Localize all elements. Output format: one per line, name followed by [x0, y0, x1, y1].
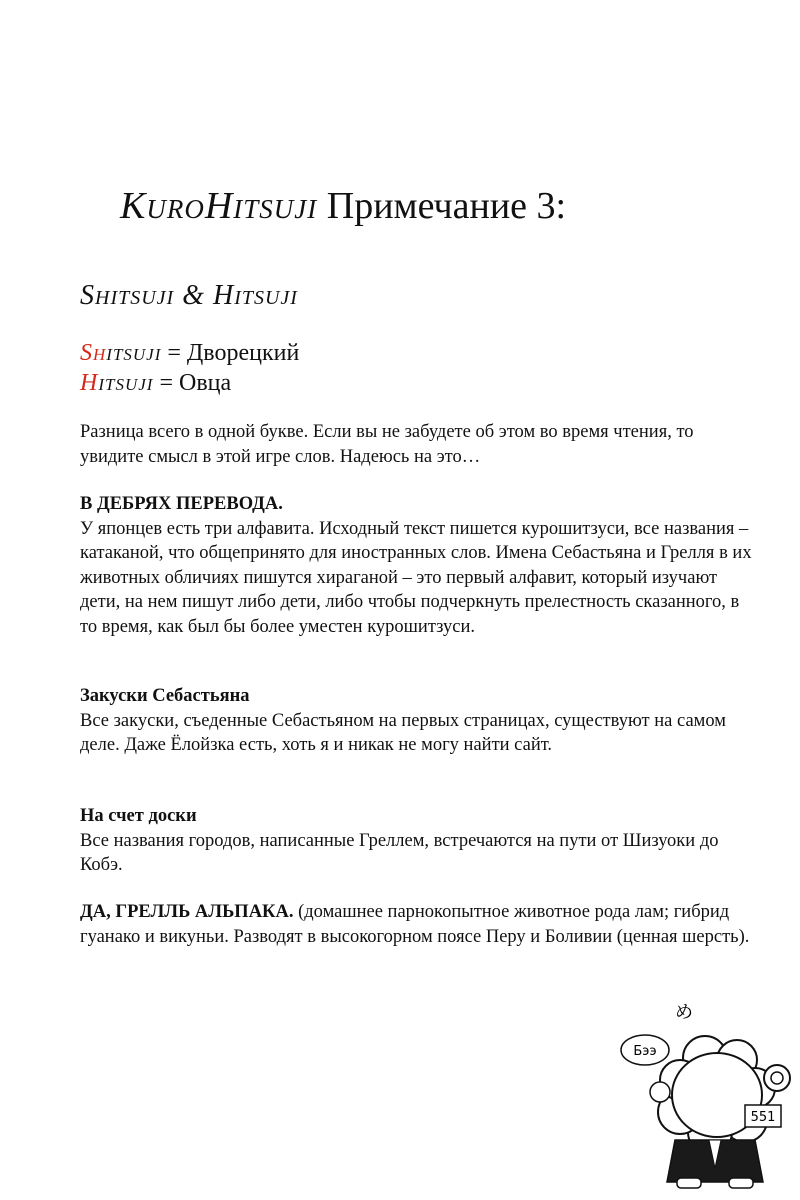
definition-hitsuji [80, 368, 299, 398]
section-alpaca-text [80, 900, 760, 949]
section-heading: Закуски Себастьяна [80, 686, 250, 706]
definition-highlight: Sh [80, 340, 107, 366]
subtitle [80, 280, 298, 312]
section-snacks [80, 684, 760, 758]
intro-text: Разница всего в одной букве. Если вы не забудете об этом во время чтения, то увидите смысл в этой игре слов. Надеюсь на это… [80, 422, 694, 467]
definition-shitsuji [80, 338, 299, 368]
section-heading: На счет доски [80, 806, 197, 826]
sign-number: 551 [750, 1110, 776, 1125]
horn-icon [764, 1065, 790, 1091]
mascot-mark: め [675, 1002, 693, 1023]
title-brand: KuroHitsuji [120, 185, 318, 227]
definition-highlight: H [80, 370, 99, 396]
section-translation [80, 492, 760, 639]
sheep-wool [658, 1036, 775, 1154]
page-title [120, 184, 566, 228]
section-body: Все названия городов, написанные Греллем, встречаются на пути от Шизуоки до Кобэ. [80, 830, 719, 875]
mascot-speech: Бээ [633, 1044, 657, 1059]
section-body: У японцев есть три алфавита. Исходный текст пишется курошитзуси, все названия – катаканой, что общепринято для иностранных слов. Имена Себастьяна и Грелля в их животных обличиях пишутся хираганой – это первый алфавит, который изучают дети, на нем пишут либо дети, либо чтобы подчеркнуть прелестность сказанного, в то время, как был бы более уместен курошитзуси. [80, 518, 752, 637]
sheep-mascot-illustration [605, 1000, 795, 1190]
definition-meaning: = Овца [153, 370, 232, 396]
section-body: Все закуски, съеденные Себастьяном на первых страницах, существуют на самом деле. Даже Ёлойзка есть, хоть я и никак не могу найти сайт. [80, 710, 726, 755]
definition-word-rest: itsuji [106, 340, 162, 366]
section-body: (домашнее парнокопытное животное рода лам; гибрид гуанако и викуньи. Разводят в высокогорном поясе Перу и Боливии (ценная шерсть). [80, 902, 750, 947]
subtitle-brand: Shitsuji & Hitsuji [80, 280, 298, 311]
section-board [80, 804, 760, 878]
section-heading: ДА, ГРЕЛЛЬ АЛЬПАКА. [80, 902, 294, 922]
section-alpaca [80, 900, 760, 949]
hand-icon [650, 1082, 670, 1102]
definition-meaning: = Дворецкий [161, 340, 300, 366]
intro-paragraph [80, 420, 760, 469]
section-heading: В ДЕБРЯХ ПЕРЕВОДА. [80, 494, 283, 514]
title-rest: Примечание 3: [317, 185, 567, 227]
definition-word-rest: itsuji [98, 370, 154, 396]
definitions-list [80, 338, 299, 398]
